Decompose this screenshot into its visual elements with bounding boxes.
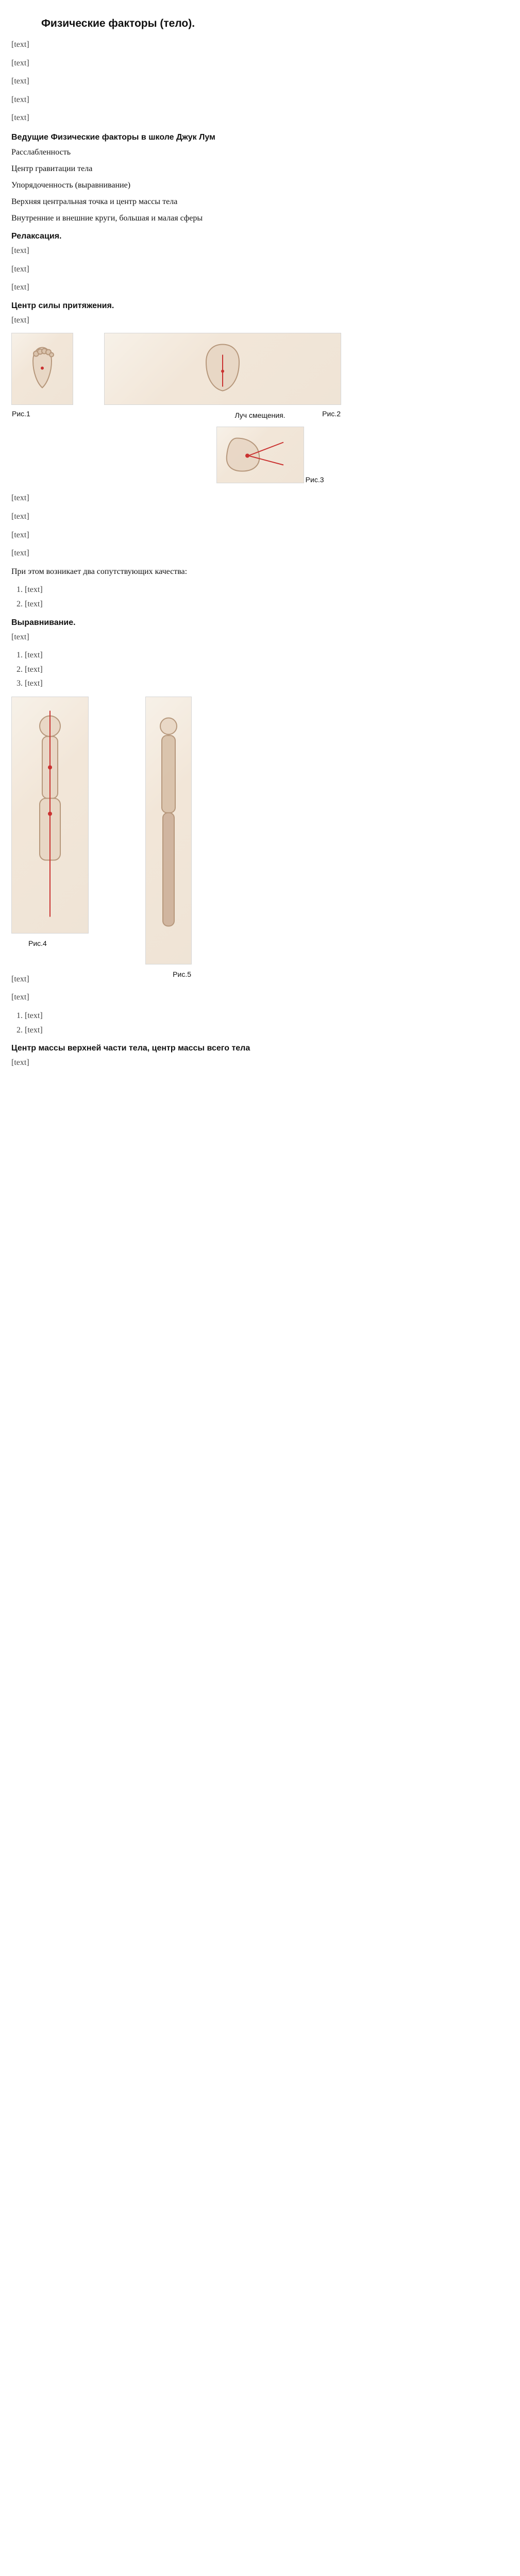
alignment-qualities-heading: При этом возникает два сопутствующих качества: <box>11 567 188 576</box>
relax-paragraph-3: [text] <box>11 283 29 292</box>
section-heading-relaxation: Релаксация. <box>11 231 62 241</box>
figure-4-caption: Рис.4 <box>28 939 47 947</box>
upper-center-paragraph-1: [text] <box>11 1058 29 1067</box>
intro-paragraph-1: [text] <box>11 40 29 49</box>
figure-4 <box>11 697 89 947</box>
gravity-paragraph-2: [text] <box>11 494 29 503</box>
body-diagram-icon <box>19 705 81 924</box>
school-factors-list <box>11 147 509 224</box>
relax-paragraph-2: [text] <box>11 264 29 274</box>
foot-icon <box>187 340 259 399</box>
person-photo-icon <box>150 705 187 955</box>
section-heading-leveling: Выравнивание. <box>11 618 76 627</box>
gravity-paragraph-1: [text] <box>11 315 29 325</box>
figure-5-caption: Рис.5 <box>173 970 191 978</box>
relax-paragraph-1: [text] <box>11 246 29 255</box>
school-factor-item: Центр гравитации тела <box>11 164 93 173</box>
intro-paragraph-2: [text] <box>11 58 29 67</box>
leveling-ordered-list <box>25 650 509 689</box>
leveling-paragraph-2: [text] <box>11 974 29 984</box>
school-factor-item: Внутренние и внешние круги, большая и малая сферы <box>11 213 203 223</box>
foot-icon <box>27 345 58 394</box>
intro-paragraph-3: [text] <box>11 77 29 86</box>
figure-2-caption: Рис.2 <box>322 410 341 418</box>
alignment-paragraph-1: [text] <box>11 512 29 521</box>
leveling-list-item: 3. [text] <box>25 678 509 689</box>
intro-paragraph-4: [text] <box>11 95 29 104</box>
figure-1 <box>11 333 73 418</box>
school-factor-item: Верхняя центральная точка и центр массы тела <box>11 197 178 206</box>
leveling-list-item: 1. [text] <box>25 650 509 661</box>
figure-row-3 <box>11 697 509 978</box>
alignment-paragraph-2: [text] <box>11 530 29 539</box>
figure-3 <box>216 427 324 484</box>
figure-1-caption: Рис.1 <box>12 410 30 418</box>
leveling-paragraph-1: [text] <box>11 632 29 641</box>
page-title: Физические факторы (тело). <box>41 18 195 29</box>
alignment-qualities-list <box>25 584 509 609</box>
leveling-problem-item: 2. [text] <box>25 1025 509 1036</box>
section-heading-upper-center: Центр массы верхней части тела, центр массы всего тела <box>11 1044 250 1053</box>
alignment-paragraph-3: [text] <box>11 549 29 558</box>
alignment-quality-item: 1. [text] <box>25 584 509 596</box>
leveling-list-item: 2. [text] <box>25 664 509 675</box>
school-factor-item: Расслабленность <box>11 147 71 157</box>
intro-paragraph-5: [text] <box>11 113 29 123</box>
leveling-problems-list <box>25 1010 509 1036</box>
leveling-problem-item: 1. [text] <box>25 1010 509 1022</box>
figure-row-2 <box>11 427 509 483</box>
section-heading-school: Ведущие Физические факторы в школе Джук Лум <box>11 132 215 142</box>
school-factor-item: Упорядоченность (выравнивание) <box>11 180 131 190</box>
section-heading-gravity-center: Центр силы притяжения. <box>11 301 114 310</box>
figure-middle-caption: Луч смещения. <box>234 411 286 420</box>
leveling-paragraph-3: [text] <box>11 993 29 1002</box>
alignment-quality-item: 2. [text] <box>25 599 509 610</box>
figure-5 <box>145 697 192 978</box>
ankle-diagram-icon <box>222 433 299 477</box>
figure-3-caption: Рис.3 <box>305 476 324 484</box>
